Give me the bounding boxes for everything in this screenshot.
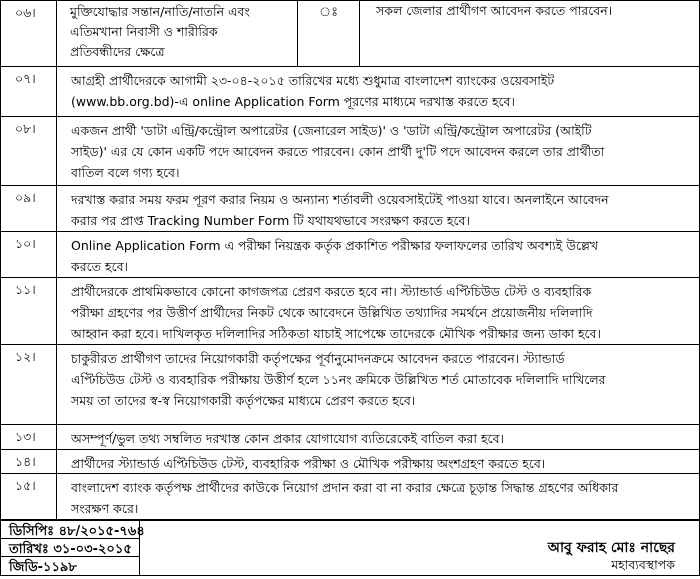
table-row <box>1 425 699 450</box>
row-line: বাতিল বলে গণ্য হবে। <box>71 165 180 180</box>
row-line: অসম্পূর্ণ/ভুল তথ্য সম্বলিত দরখাস্ত কোন প্রকার যোগাযোগ ব্যতিরেকেই বাতিল করা হবে। <box>71 431 505 446</box>
row-colon: ঃ <box>298 1 360 66</box>
issue-date: তারিখঃ ৩১-০৩-২০১৫ <box>9 542 132 557</box>
gd-number: জিডি-১১৯৮ <box>9 560 77 575</box>
row-number: ১২। <box>1 345 57 424</box>
row-number: ০৮। <box>1 117 57 185</box>
row-text <box>58 450 699 473</box>
table-row <box>1 1 699 67</box>
table-row <box>1 278 699 345</box>
row-condition-value: সকল জেলার প্রার্থীগণ আবেদন করতে পারবেন। <box>376 3 613 18</box>
row-line: আগ্রহী প্রার্থীদেরকে আগামী ২৩-০৪-২০১৫ তারিখের মধ্যে শুধুমাত্র বাংলাদেশ ব্যাংকের ওয়েবসাইট <box>71 73 555 88</box>
table-row <box>1 67 699 117</box>
row-number: ১৩। <box>1 425 57 449</box>
row-line: সংরক্ষণ করে। <box>71 501 139 516</box>
row-text <box>58 425 699 449</box>
table-row <box>1 474 699 521</box>
row-line: পরীক্ষা গ্রহণের পর উত্তীর্ণ প্রার্থীদের নিকট থেকে আবেদনে উল্লিখিত তথ্যাদির সমর্থনে প্রয়োজনীয় দলিলাদি <box>71 305 593 320</box>
row-line: প্রতিবন্ধীদের ক্ষেত্রে <box>70 44 165 59</box>
table-row <box>1 345 699 425</box>
row-line: সময় তা তাদের স্ব-স্ব নিয়োগকারী কর্তৃপক্ষের মাধ্যমে প্রেরণ করতে হবে। <box>71 393 416 408</box>
row-line: দরখাস্ত করার সময় ফরম পূরণ করার নিয়ম ও অন্যান্য শর্তাবলী ওয়েবসাইটেই পাওয়া যাবে। অনলাইনে আবেদন <box>71 192 609 207</box>
row-number: ০৬। <box>1 1 57 66</box>
row-line: প্রার্থীদেরকে প্রাথমিকভাবে কোনো কাগজপত্র প্রেরণ করতে হবে না। স্ট্যান্ডার্ড এপ্টিচিউড টেস্ট ও ব্যবহারিক <box>71 284 592 299</box>
table-row <box>1 117 699 186</box>
row-number: ১১। <box>1 278 57 344</box>
row-number: ১০। <box>1 232 57 277</box>
row-text <box>58 232 699 277</box>
row-line: মুক্তিযোদ্ধার সন্তান/নাতি/নাতনি এবং <box>70 4 250 19</box>
signatory-name: আবু ফরাহ মোঃ নাছের <box>547 540 675 556</box>
row-text <box>58 186 699 231</box>
row-number: ০৭। <box>1 67 57 116</box>
row-condition-text <box>58 1 298 66</box>
table-row <box>1 186 699 232</box>
row-line: সাইড)' এর যে কোন একটি পদে আবেদন করতে পারবেন। কোন প্রার্থী দু'টি পদে আবেদন করলে তার প্রার্থীতা <box>71 144 605 159</box>
row-line: বাংলাদেশ ব্যাংক কর্তৃপক্ষ প্রার্থীদের কাউকে নিয়োগ প্রদান করা বা না করার ক্ষেত্রে চূড়ান্ত সিদ্ধান্ত গ্রহণের অধিকার <box>71 480 619 495</box>
row-number: ১৫। <box>1 474 57 519</box>
row-line: (www.bb.org.bd)-এ online Application Form পূরণের মাধ্যমে দরখাস্ত করতে হবে। <box>71 94 515 109</box>
row-number: ১৪। <box>1 450 57 473</box>
row-text <box>58 67 699 116</box>
row-text <box>58 474 699 519</box>
row-text <box>58 278 699 344</box>
table-row <box>1 450 699 474</box>
row-line: Online Application Form এ পরীক্ষা নিয়ন্ত্রক কর্তৃক প্রকাশিত পরীক্ষার ফলাফলের তারিখ অবশ্যই উল্লেখ <box>71 238 599 253</box>
row-line: চাকুরীরত প্রার্থীগণ তাদের নিয়োগকারী কর্তৃপক্ষের পূর্বানুমোদনক্রমে আবেদন করতে পারবেন। স্ট্যান্ডার্ড <box>71 351 565 366</box>
row-line: আহ্বান করা হবে। দাখিলকৃত দলিলাদির সঠিকতা যাচাই সাপেক্ষে তাদেরকে মৌখিক পরীক্ষার জন্য ডাকা হবে। <box>71 326 601 341</box>
footer-block <box>1 521 699 575</box>
signatory-title: মহাব্যবস্থাপক <box>611 557 675 572</box>
row-line: প্রার্থীদের স্ট্যান্ডার্ড এপ্টিচিউড টেস্ট, ব্যবহারিক পরীক্ষা ও মৌখিক পরীক্ষায় অংশগ্রহণ করতে হবে। <box>71 456 546 471</box>
row-line: করতে হবে। <box>71 259 129 274</box>
dcp-number: ডিসিপিঃ ৪৮/২০১৫-৭৬৪ <box>9 524 145 539</box>
row-line: করার পর প্রাপ্ত Tracking Number Form টি যথাযথভাবে সংরক্ষণ করতে হবে। <box>71 213 470 228</box>
row-text <box>58 345 699 424</box>
table-row <box>1 232 699 278</box>
row-line: এপ্টিচিউড টেস্ট ও ব্যবহারিক পরীক্ষায় উত্তীর্ণ হলে ১১নং ক্রমিকে উল্লিখিত শর্ত মোতাবেক দলিলাদি দাখিলের <box>71 372 606 387</box>
row-line: এতিমখানা নিবাসী ও শারীরিক <box>70 24 218 39</box>
row-text <box>58 117 699 185</box>
row-line: একজন প্রার্থী 'ডাটা এন্ট্রি/কন্ট্রোল অপারেটর (জেনারেল সাইড)' ও 'ডাটা এন্ট্রি/কন্ট্রোল অপারেটর (আইটি <box>71 123 592 138</box>
row-number: ০৯। <box>1 186 57 231</box>
